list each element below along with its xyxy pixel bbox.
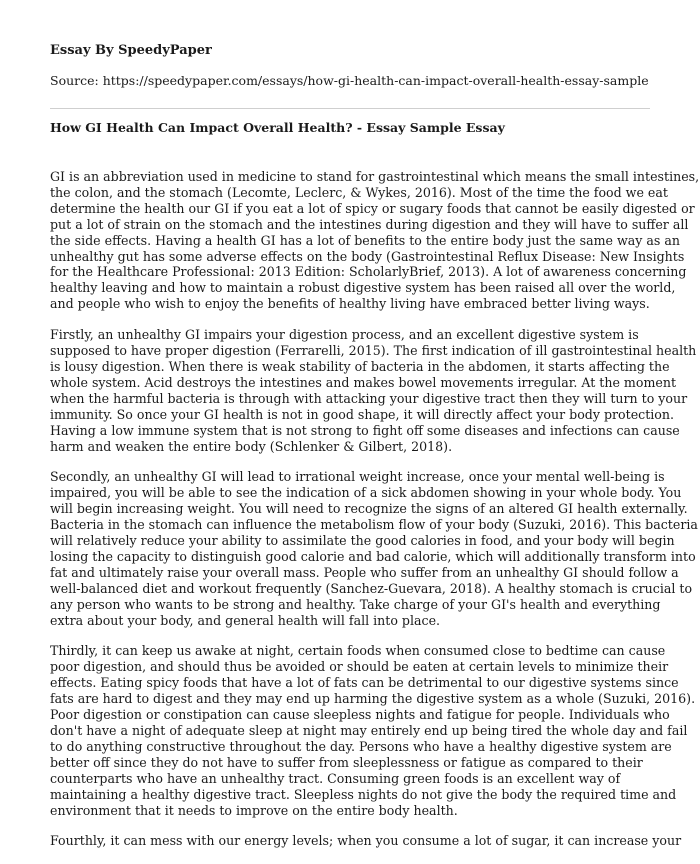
- paragraph-line: GI is an abbreviation used in medicine to stand for gastrointestinal which means the small intestines,: [50, 169, 700, 184]
- source-url[interactable]: Source: https://speedypaper.com/essays/how-gi-health-can-impact-overall-health-essay-sample: [50, 73, 649, 88]
- paragraph-line: effects. Eating spicy foods that have a lot of fats can be detrimental to our digestive systems since: [50, 675, 679, 691]
- essay-title: How GI Health Can Impact Overall Health? - Essay Sample Essay: [50, 120, 505, 135]
- paragraph-line: unhealthy gut has some adverse effects on the body (Gastrointestinal Reflux Disease: New Insights: [50, 248, 685, 264]
- paragraph-line: is lousy digestion. When there is weak stability of bacteria in the abdomen, it starts affecting the: [50, 358, 670, 374]
- paragraph-line: environment that it needs to improve on the entire body health.: [50, 802, 458, 818]
- paragraph-line: well-balanced diet and workout frequently (Sanchez-Guevara, 2018). A healthy stomach is crucial to: [50, 580, 693, 596]
- paragraph-line: put a lot of strain on the stomach and the intestines during digestion and they will have to suffer all: [50, 216, 689, 232]
- paragraph-line: healthy leaving and how to maintain a robust digestive system has been raised all over the world,: [50, 280, 676, 296]
- paragraph-line: any person who wants to be strong and healthy. Take charge of your GI's health and everything: [50, 596, 661, 612]
- paragraph-line: for the Healthcare Professional: 2013 Edition: ScholarlyBrief, 2013). A lot of awareness concerning: [50, 264, 687, 280]
- paragraph-line: impaired, you will be able to see the indication of a sick abdomen showing in your whole body. You: [50, 485, 682, 501]
- essay-paragraph: [50, 327, 697, 454]
- paragraph-line: supposed to have proper digestion (Ferrarelli, 2015). The first indication of ill gastrointestinal health: [50, 343, 697, 359]
- essay-paragraph: [50, 169, 700, 312]
- paragraph-line: will begin increasing weight. You will need to recognize the signs of an altered GI health externally.: [50, 501, 688, 517]
- paragraph-line: harm and weaken the entire body (Schlenker & Gilbert, 2018).: [50, 438, 453, 454]
- paragraph-line: whole system. Acid destroys the intestines and makes bowel movements irregular. At the moment: [50, 374, 677, 390]
- paragraph-line: the colon, and the stomach (Lecomte, Leclerc, & Wykes, 2016). Most of the time the food we eat: [50, 184, 668, 200]
- paragraph-line: Bacteria in the stomach can influence the metabolism flow of your body (Suzuki, 2016). This bacteria: [50, 517, 698, 533]
- paragraph-line: to do anything constructive throughout the day. Persons who have a healthy digestive system are: [50, 738, 672, 754]
- divider: [50, 108, 650, 109]
- paragraph-line: losing the capacity to distinguish good calorie and bad calorie, which will additionally transform into: [50, 548, 696, 564]
- paragraph-line: and people who wish to enjoy the benefits of healthy living have embraced better living ways.: [50, 296, 650, 312]
- paragraph-line: Firstly, an unhealthy GI impairs your digestion process, and an excellent digestive system is: [50, 327, 639, 343]
- paragraph-line: maintaining a healthy digestive tract. Sleepless nights do not give the body the required time and: [50, 786, 677, 802]
- brand-heading: Essay By SpeedyPaper: [50, 43, 212, 58]
- paragraph-line: don't have a night of adequate sleep at night may entirely end up being tired the whole day and fail: [50, 723, 688, 738]
- paragraph-line: poor digestion, and should thus be avoided or should be eaten at certain levels to minimize their: [50, 659, 669, 675]
- paragraph-line: the side effects. Having a health GI has a lot of benefits to the entire body just the same way as an: [50, 232, 680, 248]
- paragraph-line: Thirdly, it can keep us awake at night, certain foods when consumed close to bedtime can cause: [50, 643, 666, 659]
- paragraph-line: when the harmful bacteria is through with attacking your digestive tract then they will turn to your: [50, 390, 688, 406]
- paragraph-line: immunity. So once your GI health is not in good shape, it will directly affect your body protection.: [50, 406, 674, 422]
- paragraph-line: Poor digestion or constipation can cause sleepless nights and fatigue for people. Individuals who: [50, 707, 670, 723]
- essay-paragraph: [50, 469, 698, 628]
- essay-paragraph: [50, 643, 696, 818]
- essay-body: [50, 169, 700, 864]
- paragraph-line: determine the health our GI if you eat a lot of spicy or sugary foods that cannot be easily digested or: [50, 200, 695, 216]
- paragraph-line: fat and ultimately raise your overall mass. People who suffer from an unhealthy GI should follow a: [50, 564, 679, 580]
- paragraph-line: counterparts who have an unhealthy tract. Consuming green foods is an excellent way of: [50, 770, 621, 786]
- paragraph-line: Secondly, an unhealthy GI will lead to irrational weight increase, once your mental well-being is: [50, 469, 665, 485]
- paragraph-line: better off since they do not have to suffer from sleeplessness or fatigue as compared to their: [50, 754, 643, 770]
- paragraph-line: will relatively reduce your ability to assimilate the good calories in food, and your body will begin: [50, 533, 675, 549]
- paragraph-line: fats are hard to digest and they may end up harming the digestive system as a whole (Suzuki, 2016).: [50, 691, 696, 707]
- paragraph-line: extra about your body, and general health will fall into place.: [50, 612, 441, 628]
- paragraph-line: Having a low immune system that is not strong to fight off some diseases and infections can cause: [50, 422, 680, 438]
- essay-paragraph: [50, 833, 682, 849]
- paragraph-line: Fourthly, it can mess with our energy levels; when you consume a lot of sugar, it can increase your: [50, 833, 682, 849]
